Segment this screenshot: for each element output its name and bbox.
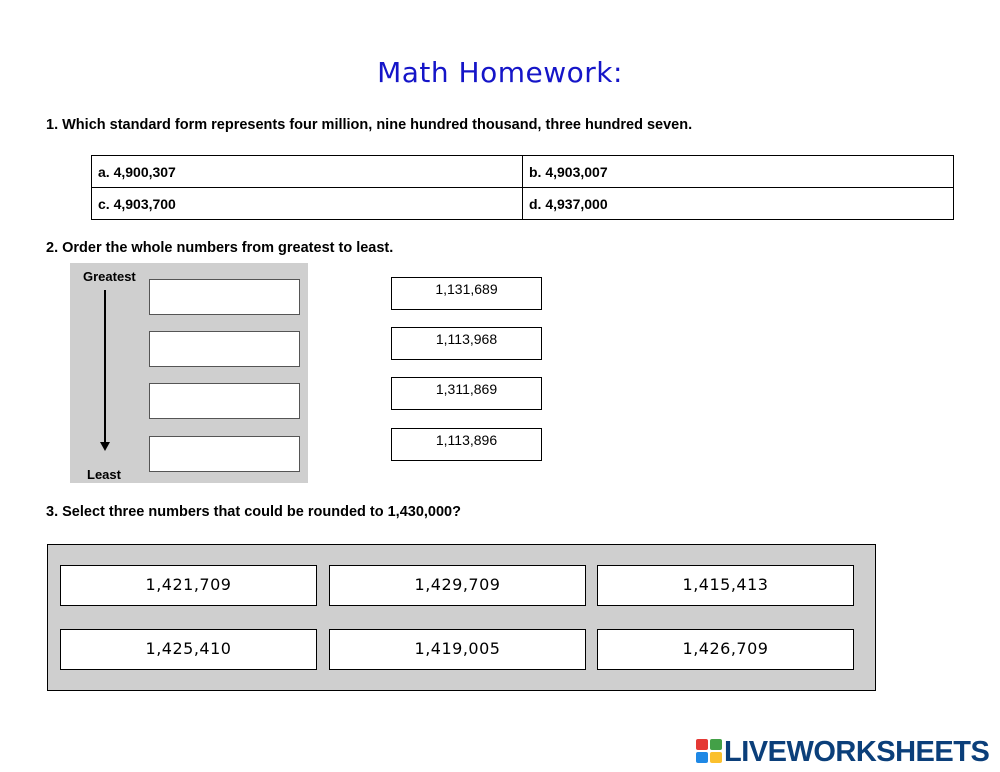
option-d[interactable]: d. 4,937,000 — [523, 188, 954, 220]
select-option[interactable]: 1,421,709 — [60, 565, 317, 606]
drop-slot-4[interactable] — [149, 436, 300, 472]
option-c[interactable]: c. 4,903,700 — [92, 188, 523, 220]
number-tile[interactable]: 1,113,896 — [391, 428, 542, 461]
least-label: Least — [87, 467, 121, 482]
page-title: Math Homework: — [377, 56, 623, 89]
select-option[interactable]: 1,419,005 — [329, 629, 586, 670]
option-a[interactable]: a. 4,900,307 — [92, 156, 523, 188]
question-1-options — [91, 155, 954, 220]
select-option[interactable]: 1,426,709 — [597, 629, 854, 670]
number-tile[interactable]: 1,311,869 — [391, 377, 542, 410]
number-tile[interactable]: 1,131,689 — [391, 277, 542, 310]
question-3-text: 3. Select three numbers that could be rounded to 1,430,000? — [46, 504, 461, 520]
select-option[interactable]: 1,415,413 — [597, 565, 854, 606]
question-1-text: 1. Which standard form represents four million, nine hundred thousand, three hundred seven. — [46, 117, 693, 133]
drop-slot-1[interactable] — [149, 279, 300, 315]
liveworksheets-icon — [696, 739, 722, 763]
select-option[interactable]: 1,425,410 — [60, 629, 317, 670]
question-2-text: 2. Order the whole numbers from greatest to least. — [46, 240, 394, 256]
number-tile[interactable]: 1,113,968 — [391, 327, 542, 360]
select-option[interactable]: 1,429,709 — [329, 565, 586, 606]
drop-slot-2[interactable] — [149, 331, 300, 367]
logo-text: LIVEWORKSHEETS — [724, 736, 990, 768]
option-b[interactable]: b. 4,903,007 — [523, 156, 954, 188]
drop-slot-3[interactable] — [149, 383, 300, 419]
order-arrow — [104, 290, 106, 444]
greatest-label: Greatest — [83, 269, 136, 284]
arrow-down-icon — [100, 442, 110, 451]
